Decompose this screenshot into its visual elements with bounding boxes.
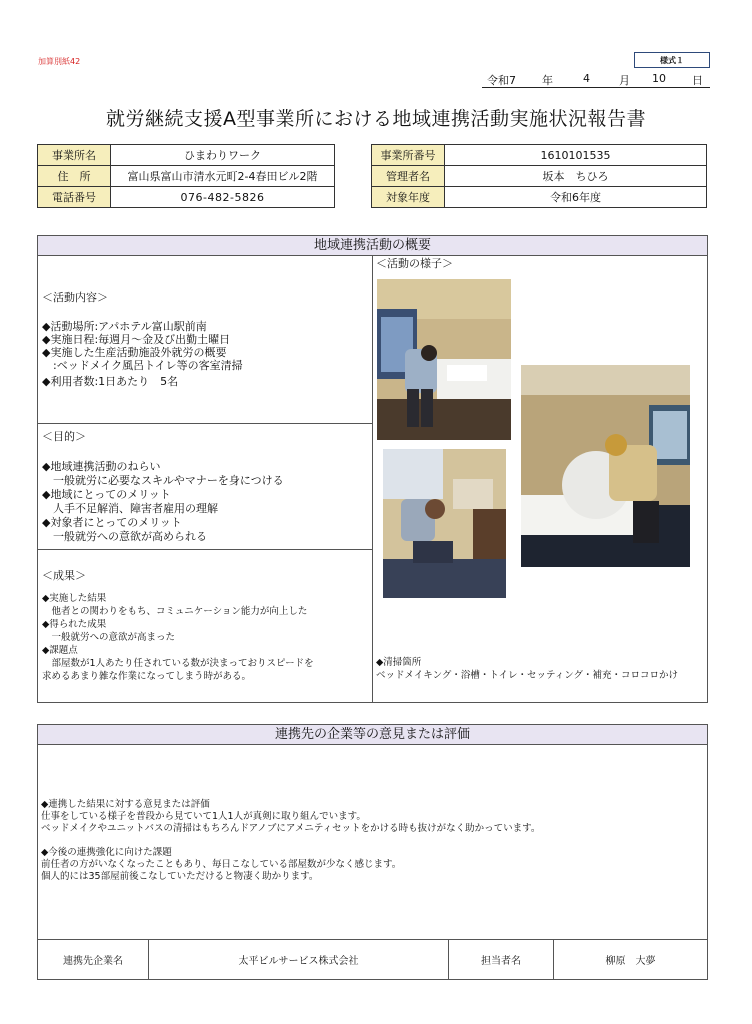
activity-line-4: :ベッドメイク風呂トイレ等の客室清掃 [42, 359, 243, 372]
photo-linen-change [521, 365, 690, 567]
photo-bed-making [377, 279, 511, 440]
evaluation-line-7: 個人的には35部屋前後こなしていただけると物凄く助かります。 [41, 871, 319, 882]
evaluation-line-2: 仕事をしている様子を普段から見ていて1人1人が真剣に取り組んでいます。 [41, 811, 366, 822]
evaluation-line-1: ◆連携した結果に対する意見または評価 [41, 799, 210, 810]
overview-heading: 地域連携活動の概要 [38, 236, 707, 256]
office-info-right [371, 144, 707, 208]
activity-title: ＜活動内容＞ [42, 291, 108, 304]
evaluation-line-3: ベッドメイクやユニットバスの清掃はもちろんドアノブにアメニティセットをかける時も抜けがなく助かっています。 [41, 823, 541, 834]
results-line-7: 求めるあまり雑な作業になってしまう時がある。 [42, 671, 252, 682]
partner-company-label: 連携先企業名 [38, 940, 149, 980]
manager-row [372, 166, 707, 187]
document-title: 就労継続支援A型事業所における地域連携活動実施状況報告書 [106, 108, 646, 130]
date-day-unit: 日 [692, 74, 703, 87]
fiscal-year-row [372, 187, 707, 208]
purpose-line-1: ◆地域連携活動のねらい [42, 460, 161, 473]
results-line-4: 一般就労への意欲が高まった [42, 632, 176, 643]
partner-table [37, 939, 708, 980]
address-value: 富山県富山市清水元町2-4春田ビル2階 [111, 166, 335, 187]
evaluation-heading: 連携先の企業等の意見または評価 [38, 725, 707, 745]
results-line-2: 他者との関わりをもち、コミュニケーション能力が向上した [42, 606, 308, 617]
fiscal-year-value: 令和6年度 [445, 187, 707, 208]
date-month-unit: 月 [619, 74, 630, 87]
activity-line-2: ◆実施日程:毎週月～金及び出勤土曜日 [42, 333, 231, 346]
phone-value: 076-482-5826 [111, 187, 335, 208]
purpose-results-divider [37, 549, 372, 550]
purpose-line-3: ◆地域にとってのメリット [42, 488, 171, 501]
evaluation-line-5: ◆今後の連携強化に向けた課題 [41, 847, 172, 858]
overview-column-divider [372, 255, 373, 703]
phone-label: 電話番号 [38, 187, 111, 208]
cleaning-title: ◆清掃箇所 [376, 657, 422, 668]
fiscal-year-label: 対象年度 [372, 187, 445, 208]
results-line-6: 部屋数が1人あたり任されている数が決まっておりスピードを [42, 658, 314, 669]
address-label: 住 所 [38, 166, 111, 187]
cleaning-text: ベッドメイキング・浴槽・トイレ・セッティング・補充・コロコロかけ [376, 670, 679, 681]
office-number-row [372, 145, 707, 166]
phone-row [38, 187, 335, 208]
purpose-title: ＜目的＞ [42, 430, 86, 443]
date-day: 10 [652, 72, 666, 85]
activity-purpose-divider [37, 423, 372, 424]
evaluation-line-6: 前任者の方がいなくなったこともあり、毎日こなしている部屋数が少なく感じます。 [41, 859, 402, 870]
office-name-row [38, 145, 335, 166]
partner-contact-name: 柳原 大夢 [554, 940, 708, 980]
office-info-left [37, 144, 335, 208]
purpose-line-4: 人手不足解消、障害者雇用の理解 [42, 502, 218, 515]
date-underline [482, 87, 710, 88]
purpose-line-6: 一般就労への意欲が高められる [42, 530, 207, 543]
activity-line-3: ◆実施した生産活動施設外就労の概要 [42, 346, 227, 359]
results-line-1: ◆実施した結果 [42, 593, 107, 604]
address-row [38, 166, 335, 187]
attachment-label: 加算別紙42 [38, 57, 81, 66]
office-name-label: 事業所名 [38, 145, 111, 166]
partner-contact-label: 担当者名 [449, 940, 554, 980]
date-month: 4 [583, 72, 590, 85]
office-number-label: 事業所番号 [372, 145, 445, 166]
results-line-3: ◆得られた成果 [42, 619, 107, 630]
activity-scene-title: ＜活動の様子＞ [376, 257, 453, 270]
activity-line-1: ◆活動場所:アパホテル富山駅前南 [42, 320, 207, 333]
date-era: 令和7 [487, 74, 516, 87]
office-name-value: ひまわりワーク [111, 145, 335, 166]
photo-cleaning [383, 449, 506, 598]
manager-value: 坂本 ちひろ [445, 166, 707, 187]
partner-company-name: 太平ビルサービス株式会社 [149, 940, 449, 980]
results-line-5: ◆課題点 [42, 645, 78, 656]
office-number-value: 1610101535 [445, 145, 707, 166]
purpose-line-5: ◆対象者にとってのメリット [42, 516, 182, 529]
date-year-unit: 年 [542, 74, 553, 87]
partner-row [38, 940, 708, 980]
results-title: ＜成果＞ [42, 569, 86, 582]
form-number-box: 様式１ [634, 52, 710, 68]
activity-line-5: ◆利用者数:1日あたり 5名 [42, 375, 179, 388]
purpose-line-2: 一般就労に必要なスキルやマナーを身につける [42, 474, 284, 487]
manager-label: 管理者名 [372, 166, 445, 187]
